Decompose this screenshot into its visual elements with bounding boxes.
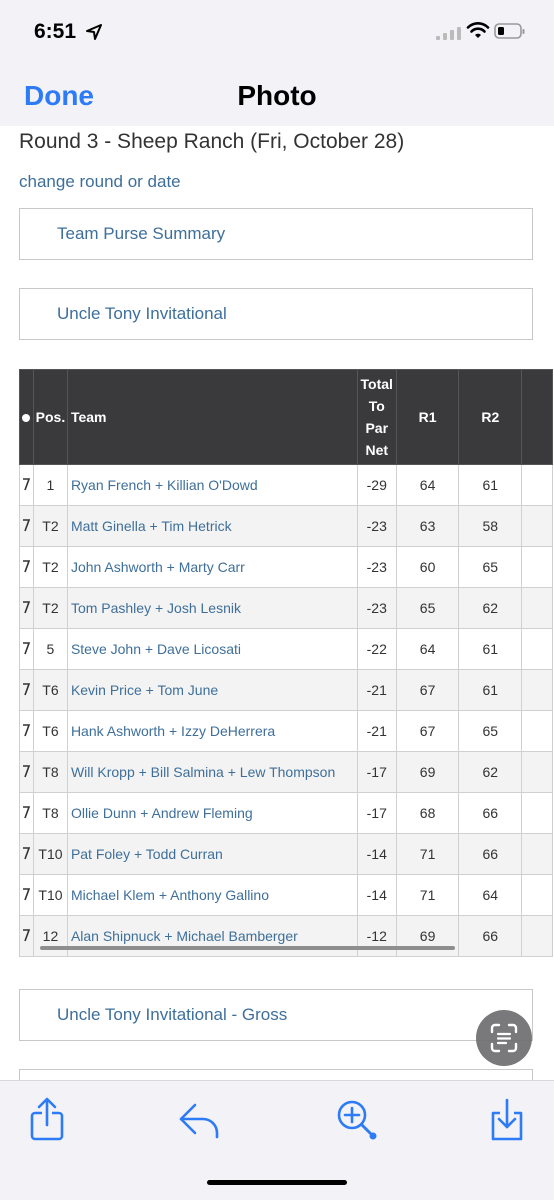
next-section-link[interactable] [19,1069,533,1080]
header-total-line1: Total [360,376,393,392]
uncle-tony-invitational-label: Uncle Tony Invitational [57,304,227,323]
row-pos: T2 [33,547,67,588]
row-marker [20,752,34,793]
row-r2: 58 [459,506,522,547]
row-marker-icon [21,764,31,778]
row-pos: T6 [33,670,67,711]
header-total-line3: Par [365,420,389,436]
row-total: -21 [357,711,396,752]
row-marker-icon [21,805,31,819]
share-icon[interactable] [27,1097,67,1141]
row-total: -14 [357,875,396,916]
header-total-line4: Net [365,442,389,458]
row-marker [20,588,34,629]
row-marker [20,465,34,506]
live-text-icon [476,1010,532,1066]
row-team[interactable]: Pat Foley + Todd Curran [67,834,357,875]
row-marker-icon [21,477,31,491]
row-r1: 60 [396,547,459,588]
row-r2: 61 [459,629,522,670]
row-r2: 66 [459,793,522,834]
row-cut-right [522,629,553,670]
header-team: Team [67,370,357,465]
row-r2: 66 [459,834,522,875]
row-cut-right [522,752,553,793]
row-cut-right [522,588,553,629]
row-marker-icon [21,518,31,532]
row-total: -12 [357,916,396,957]
row-marker-icon [21,723,31,737]
row-pos: T8 [33,752,67,793]
row-total: -22 [357,629,396,670]
row-cut-right [522,547,553,588]
uncle-tony-invitational-link[interactable] [19,288,533,340]
markup-icon[interactable] [177,1097,223,1141]
header-r2: R2 [459,370,522,465]
row-team[interactable]: Ollie Dunn + Andrew Fleming [67,793,357,834]
row-team[interactable]: Kevin Price + Tom June [67,670,357,711]
row-r1: 71 [396,875,459,916]
row-marker [20,547,34,588]
table-row[interactable] [20,793,553,834]
header-total-to-par-net [357,370,396,465]
row-total: -17 [357,793,396,834]
row-r1: 69 [396,916,459,957]
row-pos: 12 [33,916,67,957]
row-cut-right [522,793,553,834]
row-total: -29 [357,465,396,506]
zoom-icon[interactable] [334,1097,378,1141]
row-marker [20,629,34,670]
nav-title: Photo [237,80,317,111]
table-row[interactable] [20,506,553,547]
row-pos: 1 [33,465,67,506]
row-team[interactable]: Will Kropp + Bill Salmina + Lew Thompson [67,752,357,793]
row-team[interactable]: Matt Ginella + Tim Hetrick [67,506,357,547]
row-total: -23 [357,506,396,547]
row-r2: 61 [459,465,522,506]
horizontal-scrollbar[interactable] [40,946,455,950]
row-team[interactable]: Alan Shipnuck + Michael Bamberger [67,916,357,957]
row-r1: 64 [396,465,459,506]
team-purse-summary-label: Team Purse Summary [57,224,226,243]
row-team[interactable]: Hank Ashworth + Izzy DeHerrera [67,711,357,752]
uncle-tony-invitational-gross-link[interactable] [19,989,533,1041]
status-bar [0,0,554,66]
row-marker [20,834,34,875]
nav-bar [0,66,554,126]
header-cut-right [522,370,553,465]
row-pos: T10 [33,875,67,916]
row-marker-icon [21,928,31,942]
row-r1: 65 [396,588,459,629]
header-total-line2: To [368,398,385,414]
table-row[interactable] [20,916,553,957]
row-cut-right [522,670,553,711]
row-total: -23 [357,547,396,588]
row-marker-icon [21,600,31,614]
table-row[interactable] [20,752,553,793]
uncle-tony-invitational-gross-label: Uncle Tony Invitational - Gross [57,1005,288,1024]
row-pos: T2 [33,506,67,547]
row-cut-right [522,711,553,752]
row-r1: 69 [396,752,459,793]
row-cut-right [522,465,553,506]
table-header-row [20,370,553,465]
row-r2: 62 [459,588,522,629]
row-team[interactable]: Tom Pashley + Josh Lesnik [67,588,357,629]
table-row[interactable] [20,711,553,752]
row-r1: 71 [396,834,459,875]
table-row[interactable] [20,629,553,670]
row-marker [20,875,34,916]
row-total: -21 [357,670,396,711]
table-row[interactable] [20,670,553,711]
table-row[interactable] [20,834,553,875]
round-title: Round 3 - Sheep Ranch (Fri, October 28) [19,130,405,153]
row-marker [20,670,34,711]
done-button[interactable]: Done [24,80,94,111]
row-r1: 63 [396,506,459,547]
row-marker [20,793,34,834]
row-marker-icon [21,641,31,655]
header-cut-column [20,370,34,465]
row-pos: T2 [33,588,67,629]
row-r1: 67 [396,670,459,711]
table-row[interactable] [20,465,553,506]
row-cut-right [522,506,553,547]
row-marker-icon [21,846,31,860]
row-r2: 65 [459,547,522,588]
battery-icon [494,22,526,40]
row-total: -23 [357,588,396,629]
save-icon[interactable] [487,1097,527,1141]
live-text-button[interactable] [476,1010,532,1066]
change-round-link[interactable]: change round or date [19,172,181,191]
team-purse-summary-link[interactable] [19,208,533,260]
header-pos: Pos. [33,370,67,465]
leaderboard-table [19,369,553,957]
wifi-icon [466,22,490,40]
row-cut-right [522,916,553,957]
row-r2: 66 [459,916,522,957]
row-marker [20,506,34,547]
home-indicator [207,1180,347,1185]
row-pos: T8 [33,793,67,834]
photo-content [0,126,554,1080]
row-marker [20,916,34,957]
row-team[interactable]: Michael Klem + Anthony Gallino [67,875,357,916]
header-r1: R1 [396,370,459,465]
row-r2: 65 [459,711,522,752]
location-arrow-icon [86,24,102,40]
row-team[interactable]: John Ashworth + Marty Carr [67,547,357,588]
row-team[interactable]: Steve John + Dave Licosati [67,629,357,670]
row-team[interactable]: Ryan French + Killian O'Dowd [67,465,357,506]
row-r2: 62 [459,752,522,793]
row-marker-icon [21,682,31,696]
table-row[interactable] [20,875,553,916]
table-row[interactable] [20,588,553,629]
row-total: -17 [357,752,396,793]
row-pos: 5 [33,629,67,670]
row-cut-right [522,834,553,875]
row-r1: 64 [396,629,459,670]
row-marker-icon [21,887,31,901]
row-cut-right [522,875,553,916]
table-row[interactable] [20,547,553,588]
row-total: -14 [357,834,396,875]
cellular-signal-icon [436,26,462,40]
row-marker [20,711,34,752]
row-r2: 61 [459,670,522,711]
row-pos: T10 [33,834,67,875]
row-pos: T6 [33,711,67,752]
row-r1: 67 [396,711,459,752]
row-r1: 68 [396,793,459,834]
status-time: 6:51 [34,20,77,43]
row-r2: 64 [459,875,522,916]
row-marker-icon [21,559,31,573]
